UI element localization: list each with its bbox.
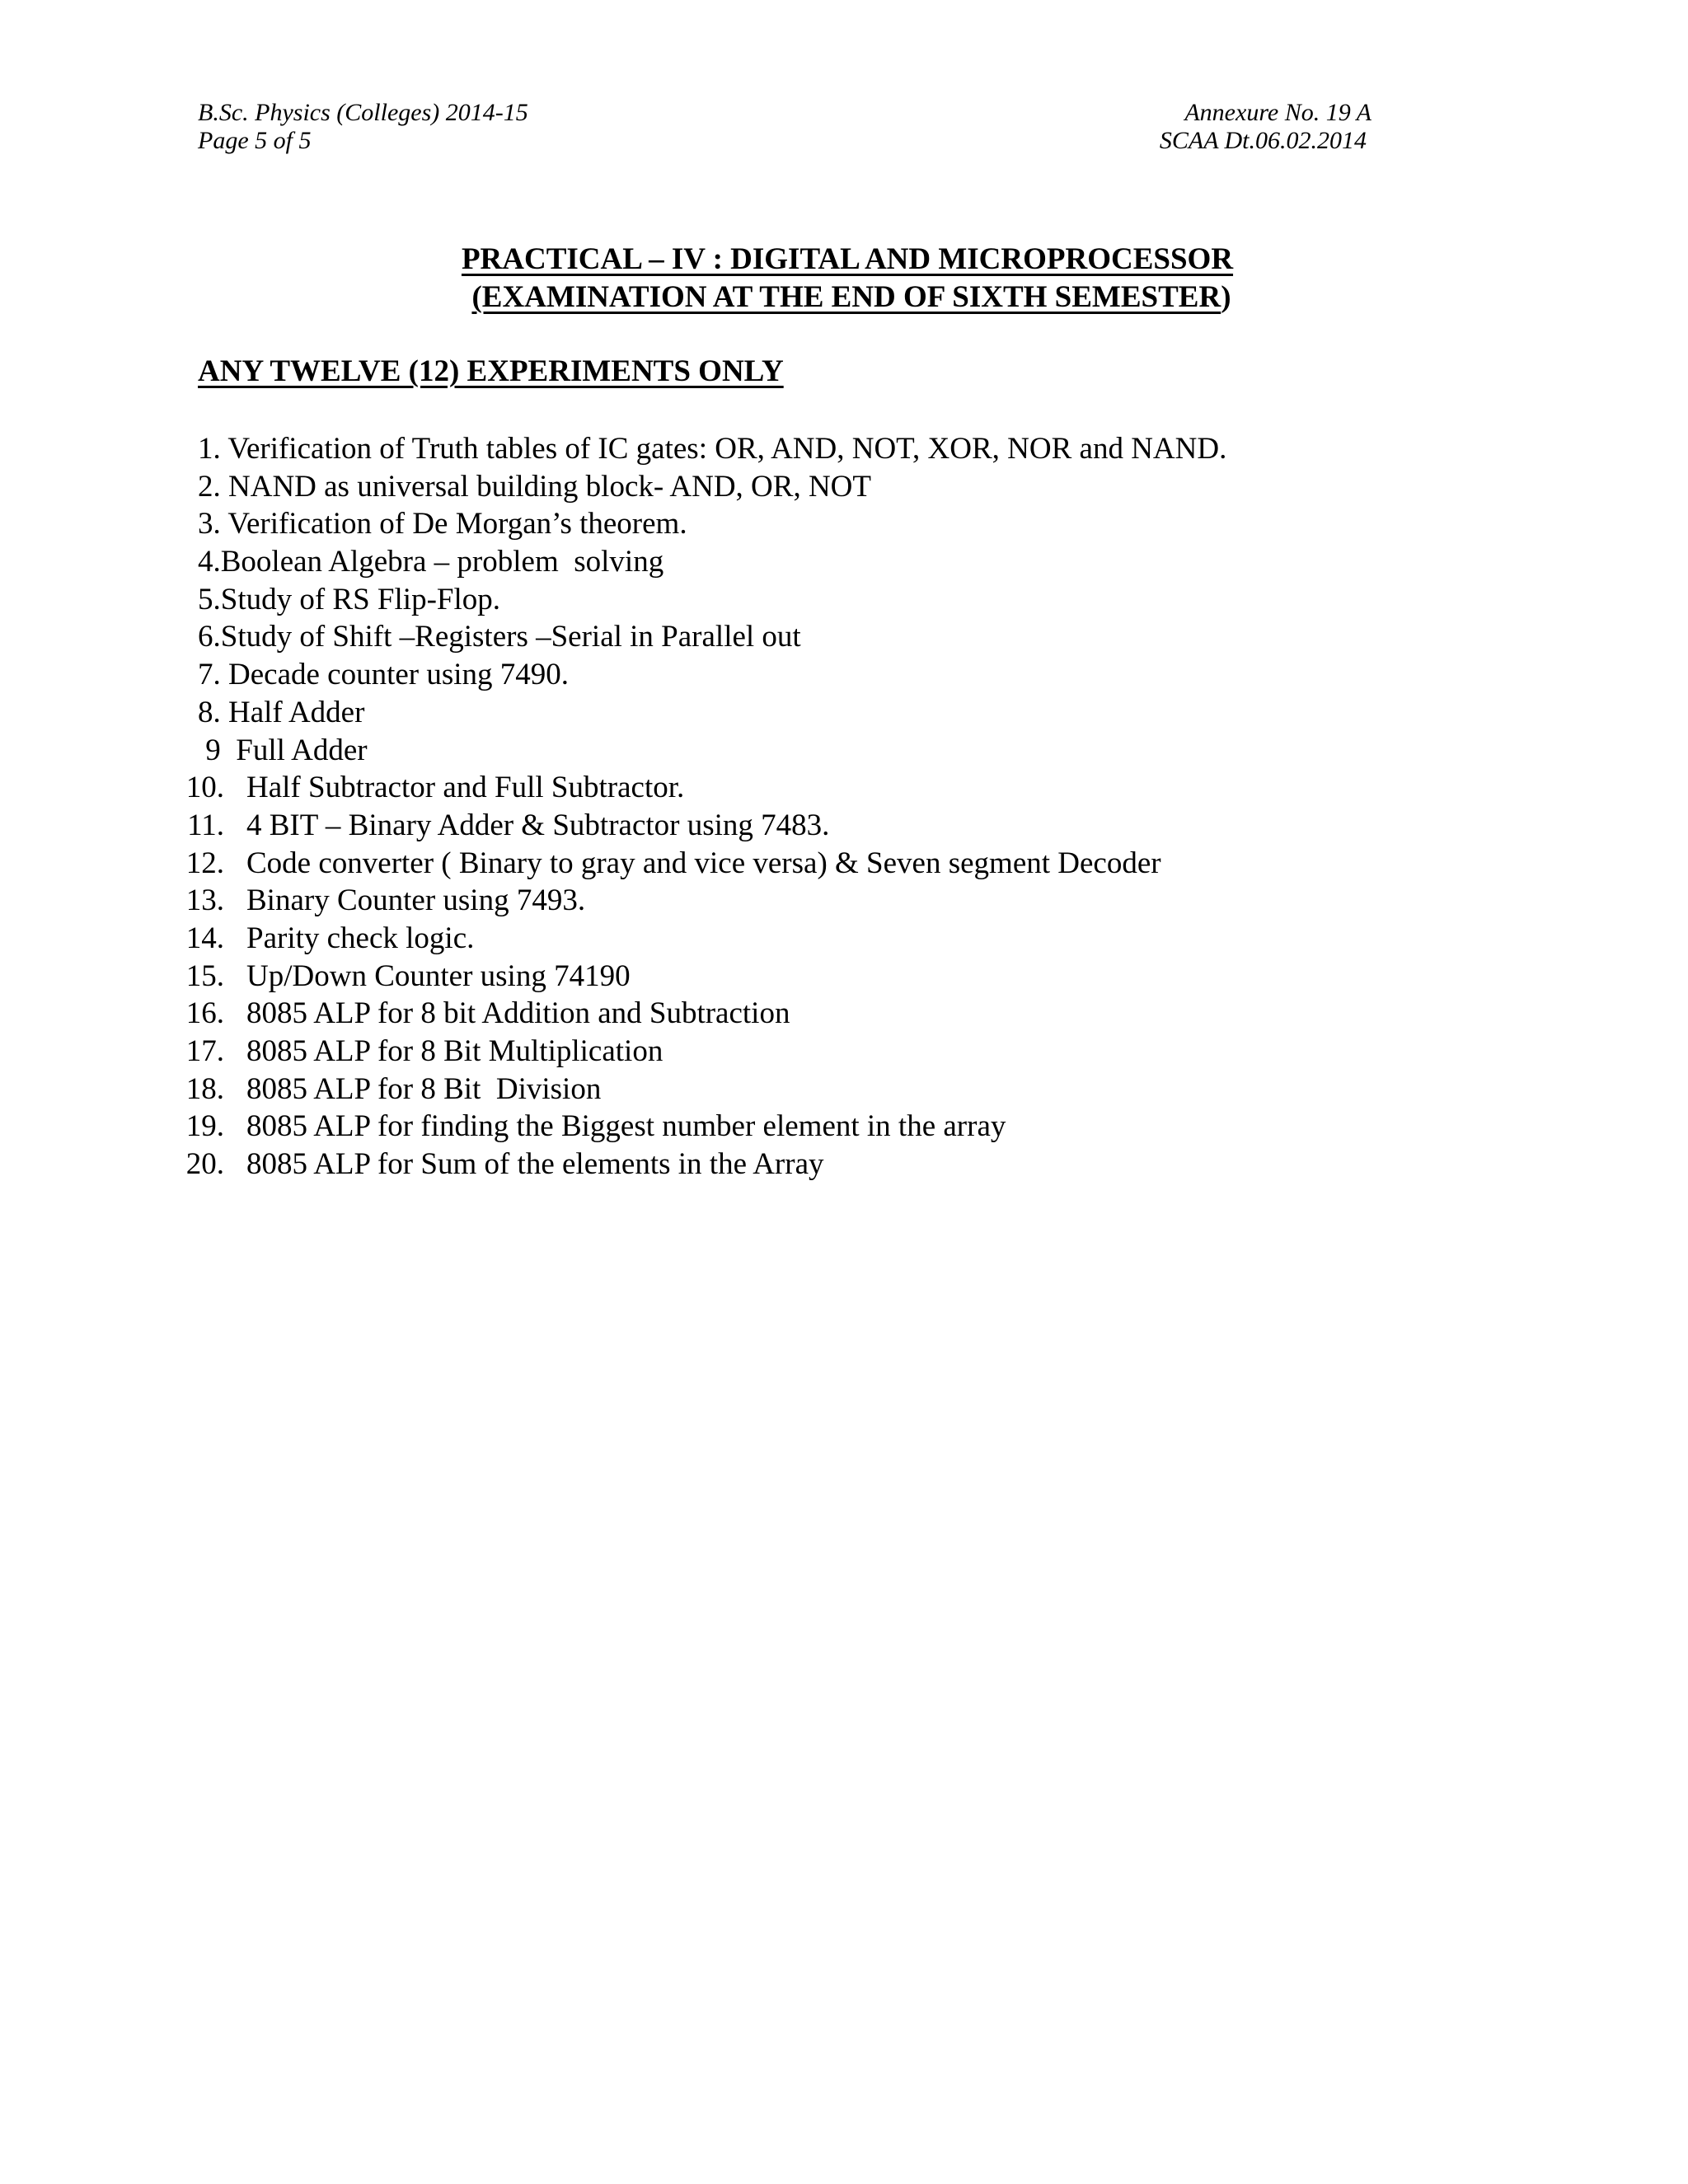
experiment-title: Parity check logic. [246, 921, 475, 955]
experiment-number: 13. [185, 883, 224, 918]
experiment-title: Decade counter using 7490. [228, 658, 570, 692]
experiment-title: Half Subtractor and Full Subtractor. [246, 771, 685, 805]
experiment-title: 4 BIT – Binary Adder & Subtractor using 7483. [246, 808, 830, 842]
experiment-number: 4. [198, 545, 221, 579]
list-item [0, 807, 1226, 845]
experiment-title: Verification of Truth tables of IC gates: OR, AND, NOT, XOR, NOR and NAND. [227, 432, 1227, 466]
list-item [0, 1033, 1226, 1071]
list-item [0, 694, 1226, 732]
header-page-number: Page 5 of 5 [198, 127, 312, 154]
experiment-number: 3. [198, 507, 228, 541]
experiment-title: Boolean Algebra – problem solving [220, 545, 664, 579]
experiment-title: Up/Down Counter using 74190 [246, 958, 631, 993]
experiment-number: 20. [185, 1147, 224, 1182]
list-item [0, 732, 1226, 770]
header-scaa-date: SCAA Dt.06.02.2014 [1159, 127, 1367, 154]
section-heading: ANY TWELVE (12) EXPERIMENTS ONLY [198, 354, 784, 388]
experiment-number: 10. [185, 771, 224, 805]
experiment-number: 19. [185, 1109, 224, 1144]
experiment-number: 16. [185, 996, 224, 1031]
header-left [198, 99, 528, 155]
list-item [0, 581, 1226, 619]
list-item [0, 882, 1226, 920]
experiment-number: 6. [198, 620, 221, 654]
list-item [0, 920, 1226, 958]
experiment-number: 14. [185, 921, 224, 955]
list-item [0, 958, 1226, 996]
experiment-number: 12. [185, 846, 224, 880]
experiment-number: 11. [187, 808, 224, 842]
experiment-title: Verification of De Morgan’s theorem. [227, 507, 687, 541]
title-line-1: PRACTICAL – IV : DIGITAL AND MICROPROCESSOR [461, 242, 1234, 276]
experiment-title: Code converter ( Binary to gray and vice versa) & Seven segment Decoder [246, 846, 1161, 880]
experiment-title: 8085 ALP for 8 bit Addition and Subtraction [246, 996, 790, 1031]
list-item [0, 1108, 1226, 1146]
header-course: B.Sc. Physics (Colleges) 2014-15 [198, 99, 528, 126]
list-item [0, 618, 1226, 656]
experiment-number: 18. [185, 1071, 224, 1106]
experiment-title: 8085 ALP for finding the Biggest number element in the array [246, 1109, 1006, 1144]
experiment-number: 15. [185, 958, 224, 993]
experiment-title: 8085 ALP for 8 Bit Multiplication [246, 1034, 663, 1068]
header-right [1160, 99, 1372, 155]
experiment-title: Study of Shift –Registers –Serial in Parallel out [220, 620, 801, 654]
list-item [0, 845, 1226, 883]
experiment-number: 2. [198, 469, 228, 504]
experiment-title: 8085 ALP for Sum of the elements in the Array [246, 1147, 824, 1182]
list-item [0, 1071, 1226, 1108]
experiment-title: Binary Counter using 7493. [246, 883, 586, 918]
experiment-number: 8. [198, 695, 228, 729]
list-item [0, 505, 1226, 543]
experiment-title: Half Adder [228, 695, 365, 729]
header-annexure: Annexure No. 19 A [1184, 99, 1372, 126]
experiment-title: Full Adder [236, 733, 368, 767]
experiment-title: 8085 ALP for 8 Bit Division [246, 1071, 602, 1106]
experiment-title: Study of RS Flip-Flop. [220, 582, 501, 616]
list-item [0, 430, 1226, 468]
list-item [0, 1146, 1226, 1183]
list-item [0, 656, 1226, 694]
experiment-title: NAND as universal building block- AND, OR, NOT [228, 469, 871, 504]
experiment-number: 9 [198, 733, 237, 767]
experiment-list [0, 430, 1226, 1183]
list-item [0, 995, 1226, 1033]
title-line-2-tail: ) [1221, 280, 1231, 314]
experiment-number: 5. [198, 582, 221, 616]
title-line-2: (EXAMINATION AT THE END OF SIXTH SEMESTER [471, 280, 1221, 314]
list-item [0, 769, 1226, 807]
experiment-number: 1. [198, 432, 228, 466]
experiment-number: 17. [185, 1034, 224, 1068]
list-item [0, 468, 1226, 506]
page-title [0, 241, 1688, 316]
list-item [0, 543, 1226, 581]
experiment-number: 7. [198, 658, 228, 692]
